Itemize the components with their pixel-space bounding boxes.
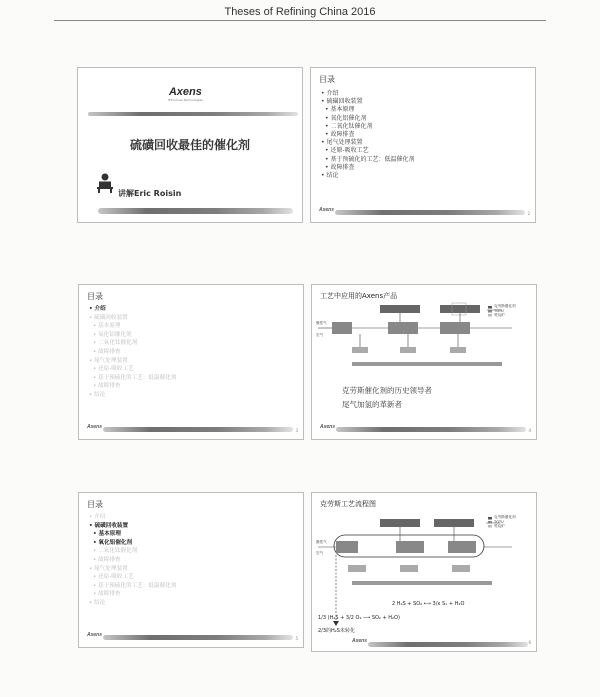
axens-logo [168, 86, 203, 102]
caption-tailgas-innovator: 尾气加氢的革新者 [342, 400, 402, 409]
furnace-box [332, 322, 352, 334]
legend-swatch [488, 306, 492, 309]
agenda-subitem: • 氧化铝催化剂 [89, 331, 176, 340]
page-number: 5 [295, 636, 298, 641]
brush-stroke [98, 208, 293, 214]
legend-item: 焚烧炉 [494, 524, 505, 528]
acid-gas-label: 酸性气 [316, 540, 327, 544]
slide-agenda-3 [78, 492, 304, 648]
axens-logo-tagline: IFP Group Technologies [168, 98, 203, 102]
converter-box [448, 541, 476, 553]
legend-swatch [488, 521, 492, 524]
slide-heading: 目录 [319, 75, 335, 84]
agenda-subitem: • 基本原理 [321, 106, 414, 114]
agenda-list [89, 305, 176, 400]
condenser-box [352, 347, 368, 353]
agenda-item: • 尾气处理装置 [89, 357, 176, 366]
agenda-subitem: • 基于预硫化的工艺：低温催化剂 [89, 582, 176, 591]
agenda-subitem: • 还原-吸收工艺 [89, 365, 176, 374]
slide-claus-flow [311, 492, 537, 652]
brush-stroke [88, 112, 298, 116]
sulfur-rail [352, 362, 502, 366]
reactor-box [380, 305, 420, 313]
agenda-subitem: • 二氧化钛催化剂 [89, 339, 176, 348]
unconverted-note: 2/3的H₂S未转化 [318, 628, 355, 634]
converter-box [388, 322, 418, 334]
legend-swatch [488, 517, 492, 520]
furnace-box [336, 541, 358, 553]
agenda-subitem: • 故障排查 [321, 131, 414, 139]
agenda-subitem: • 还原-吸收工艺 [321, 147, 414, 155]
arrow-head [333, 621, 339, 626]
reactor-box [434, 519, 474, 527]
agenda-item: • 硫磺回收装置 [89, 314, 176, 323]
brush-stroke [368, 642, 528, 647]
axens-logo-small: Axens [319, 207, 335, 213]
legend-swatch [488, 310, 492, 313]
presentation-title: 硫磺回收最佳的催化剂 [129, 138, 250, 152]
document-header: Theses of Refining China 2016 [224, 6, 376, 18]
agenda-subitem: • 故障排查 [89, 590, 176, 599]
reactor-box [440, 305, 480, 313]
agenda-item-active: • 介绍 [89, 305, 176, 314]
axens-logo-small: Axens [352, 638, 368, 644]
brush-stroke [336, 427, 526, 432]
agenda-subitem: • 基本原理 [89, 322, 176, 331]
converter-box [396, 541, 424, 553]
agenda-subitem: • 基于预硫化的工艺：低温催化剂 [321, 156, 414, 164]
converter-box [440, 322, 470, 334]
agenda-item: • 尾气处理装置 [321, 139, 414, 147]
slide-title [77, 67, 303, 223]
slide-heading: 目录 [87, 500, 103, 509]
page-number: 4 [528, 428, 531, 433]
agenda-subitem: • 二氧化钛催化剂 [89, 547, 176, 556]
header-rule [54, 20, 546, 21]
slide-agenda-2 [78, 284, 304, 440]
axens-logo-small: Axens [87, 424, 103, 430]
agenda-subitem: • 氧化铝催化剂 [321, 115, 414, 123]
slide-axens-products [311, 284, 537, 440]
axens-logo-text: Axens [168, 86, 202, 98]
agenda-subitem: • 基于预硫化的工艺：低温催化剂 [89, 374, 176, 383]
legend-item: 焚烧炉 [494, 313, 505, 317]
page-number: 6 [528, 640, 531, 645]
legend-item: 克劳斯催化剂 [494, 515, 516, 519]
condenser-box [400, 347, 416, 353]
axens-logo-small: Axens [320, 424, 336, 430]
page-number: 2 [527, 211, 530, 216]
legend-item: 克劳斯催化剂 [494, 304, 516, 308]
agenda-subitem: • 二氧化钛催化剂 [321, 123, 414, 131]
air-label: 空气 [316, 333, 324, 337]
caption-claus-leader: 克劳斯催化剂的历史领导者 [342, 386, 432, 395]
air-label: 空气 [316, 551, 324, 555]
speaker-name: 讲解Eric Roisin [118, 189, 182, 198]
condenser-box [348, 565, 366, 572]
sulfur-rail [352, 581, 492, 585]
slide-agenda-1 [310, 67, 536, 223]
agenda-subitem: • 故障排查 [89, 556, 176, 565]
reactor-box [380, 519, 420, 527]
agenda-subitem: • 故障排查 [89, 382, 176, 391]
brush-stroke [103, 427, 293, 432]
legend-swatch [488, 525, 492, 528]
condenser-box [450, 347, 466, 353]
acid-gas-label: 酸性气 [316, 321, 327, 325]
condenser-box [452, 565, 470, 572]
slide-heading: 目录 [87, 292, 103, 301]
slide-heading: 工艺中应用的Axens产品 [320, 292, 398, 300]
speaker-icon [96, 173, 114, 193]
agenda-item: • 结论 [321, 172, 414, 180]
brush-stroke [335, 210, 525, 215]
legend-item: TGTU [494, 519, 504, 524]
agenda-subitem: • 还原-吸收工艺 [89, 573, 176, 582]
combustion-equation: 1/3 (H₂S + 3/2 O₂ ⟶ SO₂ + H₂O) [318, 615, 400, 621]
agenda-item: • 介绍 [321, 90, 414, 98]
page-number: 3 [295, 428, 298, 433]
agenda-item: • 结论 [89, 599, 176, 608]
claus-reaction-equation: 2 H₂S + SO₂ ⟷ 3/x Sₓ + H₂O [392, 601, 465, 607]
agenda-item: • 硫磺回收装置 [321, 98, 414, 106]
legend-item: TGTU [494, 308, 504, 313]
agenda-item: • 介绍 [89, 513, 176, 522]
slide-heading: 克劳斯工艺流程图 [320, 500, 376, 508]
agenda-subitem-active: • 氧化铝催化剂 [89, 539, 176, 548]
axens-logo-small: Axens [87, 632, 103, 638]
agenda-list [89, 513, 176, 608]
agenda-item-active: • 硫磺回收装置 [89, 522, 176, 531]
condenser-box [400, 565, 418, 572]
brush-stroke [103, 635, 293, 640]
agenda-list [321, 90, 414, 180]
legend-swatch [488, 314, 492, 317]
agenda-subitem: • 故障排查 [321, 164, 414, 172]
agenda-subitem-active: • 基本原理 [89, 530, 176, 539]
agenda-item: • 结论 [89, 391, 176, 400]
agenda-subitem: • 故障排查 [89, 348, 176, 357]
agenda-item: • 尾气处理装置 [89, 565, 176, 574]
